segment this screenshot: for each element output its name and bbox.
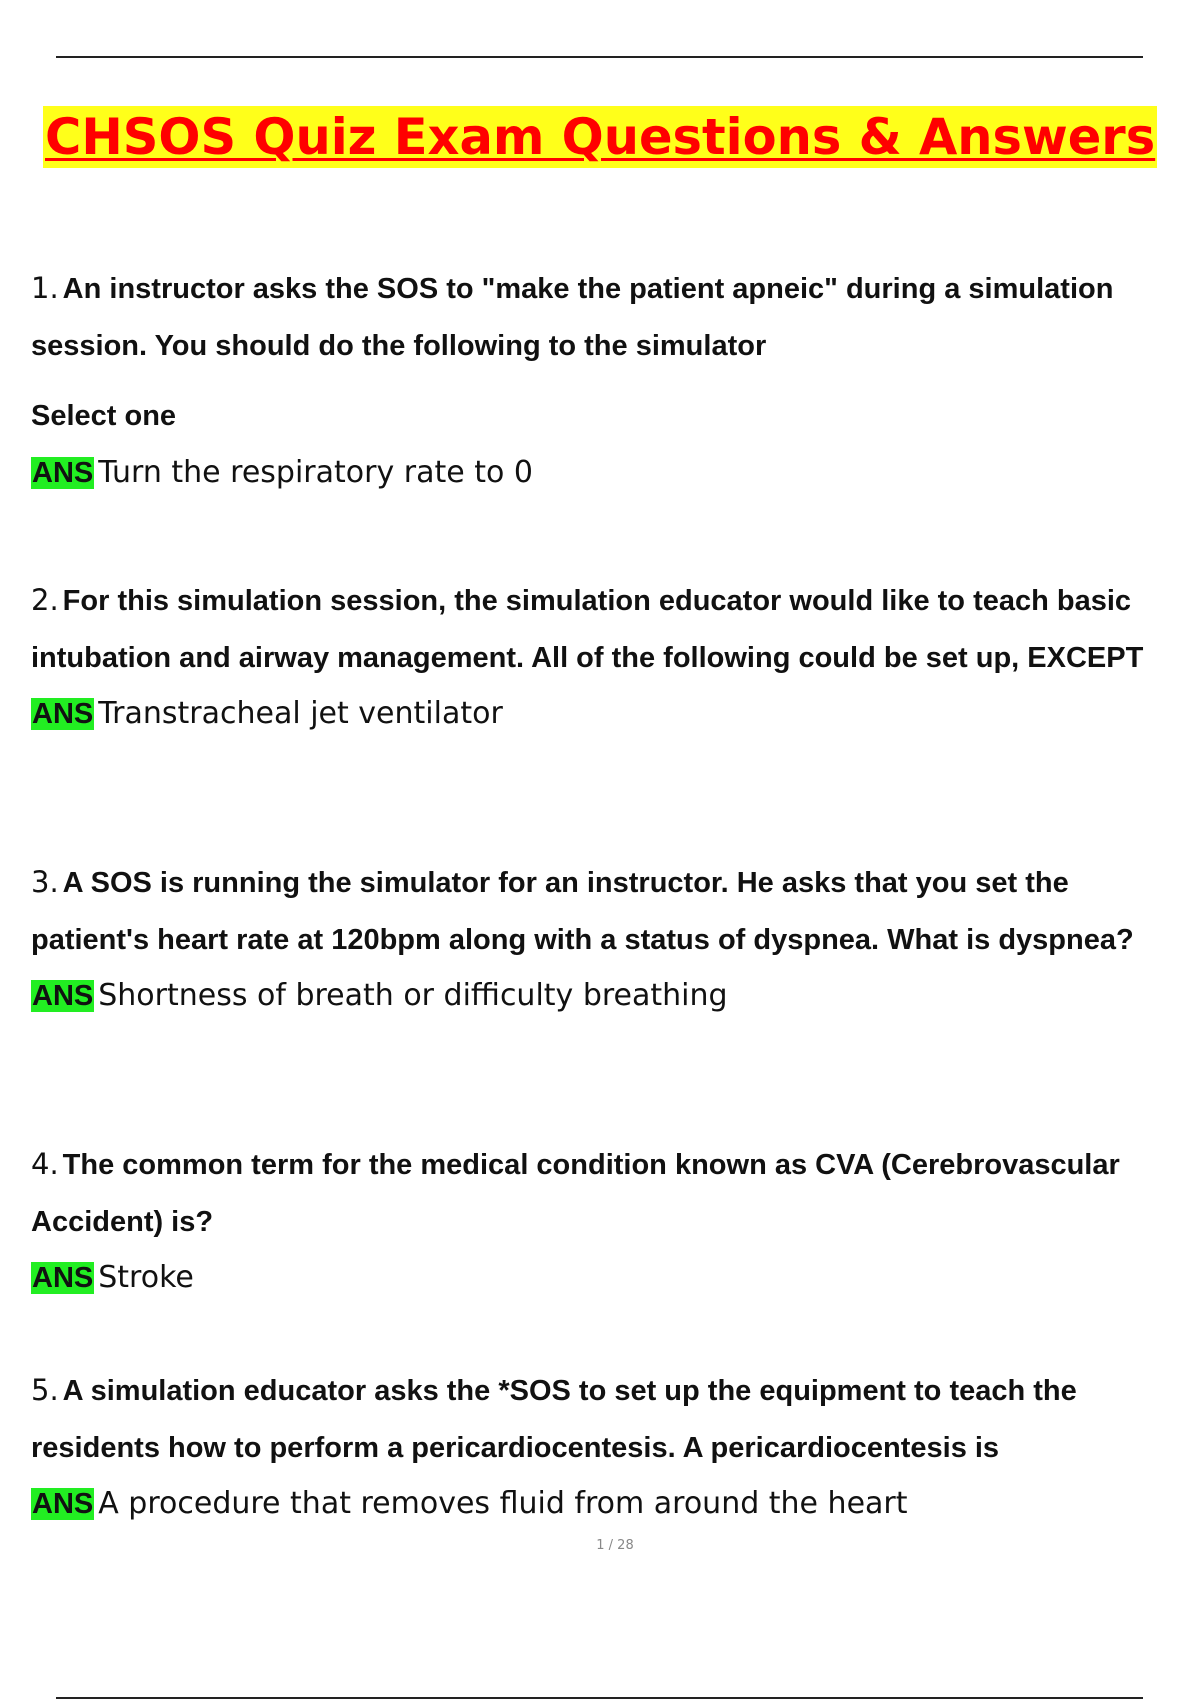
answer-text: Transtracheal jet ventilator (98, 696, 503, 731)
question-2 (31, 572, 1171, 743)
question-number: 3. (31, 865, 59, 899)
question-body: An instructor asks the SOS to "make the patient apneic" during a simulation session. You should do the following to the simulator (31, 273, 1114, 362)
answer-tag: ANS (32, 456, 94, 489)
question-1 (31, 260, 1171, 501)
top-divider (56, 56, 1143, 58)
answer-line (31, 686, 1171, 743)
answer-line (31, 445, 1171, 502)
question-number: 1. (31, 271, 59, 305)
question-number: 2. (31, 583, 59, 617)
question-body: For this simulation session, the simulation educator would like to teach basic intubation and airway management. All of the following could be set up, EXCEPT (31, 585, 1144, 674)
answer-text: A procedure that removes fluid from around the heart (98, 1486, 908, 1521)
answer-line (31, 1250, 1171, 1307)
question-5 (31, 1362, 1171, 1533)
question-4 (31, 1136, 1171, 1307)
question-body: A SOS is running the simulator for an instructor. He asks that you set the patient's heart rate at 120bpm along with a status of dyspnea. What is dyspnea? (31, 867, 1134, 956)
answer-line (31, 968, 1171, 1025)
question-body: A simulation educator asks the *SOS to set up the equipment to teach the residents how to perform a pericardiocentesis. A pericardiocentesis is (31, 1375, 1077, 1464)
answer-tag: ANS (32, 1488, 94, 1520)
question-subtext: Select one (31, 400, 177, 432)
question-text (31, 260, 1171, 374)
answer-text: Shortness of breath or difficulty breathing (98, 978, 728, 1013)
answer-tag: ANS (32, 1262, 94, 1294)
page-number: 1 / 28 (596, 1538, 634, 1553)
question-text (31, 1136, 1171, 1250)
question-3 (31, 854, 1171, 1025)
answer-line (31, 1476, 1171, 1533)
question-text (31, 854, 1171, 968)
bottom-divider (56, 1697, 1143, 1699)
question-body: The common term for the medical condition known as CVA (Cerebrovascular Accident) is? (31, 1149, 1120, 1238)
answer-text: Stroke (98, 1260, 194, 1295)
question-number: 4. (31, 1147, 59, 1181)
answer-text: Turn the respiratory rate to 0 (98, 454, 533, 490)
answer-tag: ANS (32, 698, 94, 730)
title-block (43, 106, 1193, 170)
question-text (31, 572, 1171, 686)
question-number: 5. (31, 1373, 59, 1407)
answer-tag: ANS (32, 980, 94, 1012)
question-text (31, 1362, 1171, 1476)
document-title: CHSOS Quiz Exam Questions & Answers (45, 108, 1156, 166)
